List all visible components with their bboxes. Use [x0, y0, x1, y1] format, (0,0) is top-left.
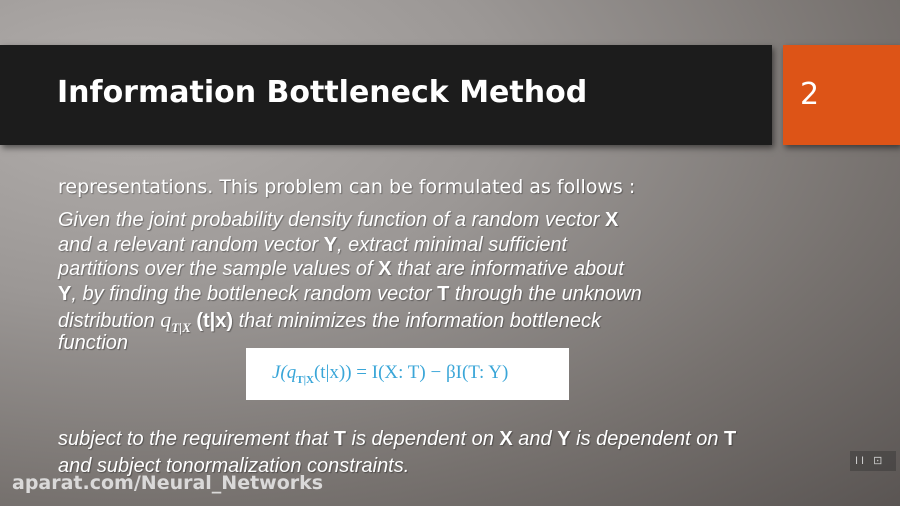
equation	[272, 362, 508, 386]
equation-part: J(q	[272, 362, 297, 383]
equation-part: (t|x)) = I(X: T) − βI(T: Y)	[313, 362, 509, 383]
text-segment: , extract minimal sufficient	[337, 233, 568, 256]
text-segment: Y	[557, 428, 571, 450]
text-segment: function	[58, 331, 129, 354]
text-segment: is dependent on	[570, 428, 725, 450]
text-line	[58, 307, 601, 336]
slide-title: Information Bottleneck Method	[57, 75, 588, 110]
text-segment: (t|x)	[190, 310, 234, 332]
text-segment: q	[160, 307, 172, 332]
text-segment: that minimizes the information bottleneck	[233, 310, 601, 332]
text-segment: X	[378, 258, 392, 280]
text-line	[58, 428, 736, 451]
slide-number-box	[783, 45, 900, 145]
text-segment: T	[724, 428, 737, 450]
text-segment: subject to the requirement that	[58, 428, 334, 450]
text-segment: T	[437, 282, 450, 305]
text-segment: Y	[58, 282, 72, 305]
intro-text: representations. This problem can be formulated as follows :	[58, 176, 636, 198]
text-segment: T	[333, 428, 346, 450]
text-segment: T|X	[171, 320, 191, 335]
text-segment: that are informative about	[391, 258, 624, 280]
text-segment: and subject tonormalization constraints.	[58, 455, 410, 477]
text-segment: X	[604, 209, 619, 231]
text-segment: partitions over the sample values of	[58, 258, 379, 280]
text-segment: X	[499, 428, 513, 450]
text-segment: distribution	[58, 310, 161, 332]
text-segment: Y	[323, 233, 338, 256]
player-controls[interactable]: II ⊡	[850, 451, 896, 471]
equation-subscript: T|X	[296, 373, 314, 386]
text-line	[58, 258, 624, 281]
equation-box	[246, 348, 569, 400]
text-segment: and	[512, 428, 558, 450]
text-segment: , by finding the bottleneck random vector	[71, 282, 438, 305]
text-line	[58, 283, 642, 306]
text-line	[58, 234, 567, 257]
text-segment: is dependent on	[345, 428, 500, 450]
slide-title-bar	[0, 45, 772, 145]
slide-number: 2	[800, 77, 820, 112]
text-segment: Given the joint probability density function of a random vector	[58, 209, 605, 231]
watermark: aparat.com/Neural_Networks	[12, 472, 324, 494]
text-segment: through the unknown	[449, 282, 642, 305]
text-segment: and a relevant random vector	[58, 233, 324, 256]
text-line	[58, 209, 618, 232]
text-line	[58, 332, 128, 355]
